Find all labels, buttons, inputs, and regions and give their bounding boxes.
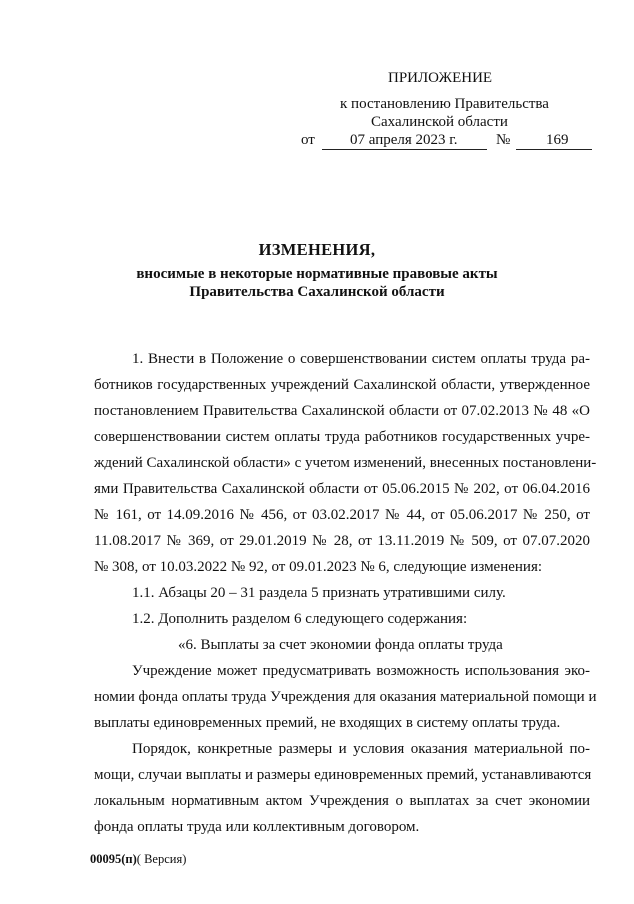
paragraph-1-line: ботников государственных учреждений Сахалинской области, утвержденное <box>94 377 590 393</box>
region-label: Сахалинской области <box>371 114 508 130</box>
section-6-title: «6. Выплаты за счет экономии фонда оплаты труда <box>178 637 503 653</box>
paragraph-2-line: номии фонда оплаты труда Учреждения для оказания материальной помощи и <box>94 689 597 705</box>
paragraph-3-line: Порядок, конкретные размеры и условия оказания материальной по- <box>132 741 590 757</box>
item-1-1: 1.1. Абзацы 20 – 31 раздела 5 признать утратившими силу. <box>132 585 506 601</box>
document-footer <box>90 852 186 867</box>
paragraph-1-line: 1. Внести в Положение о совершенствовании систем оплаты труда ра- <box>132 351 590 367</box>
paragraph-1-line: № 308, от 10.03.2022 № 92, от 09.01.2023 № 6, следующие изменения: <box>94 559 543 575</box>
paragraph-2-line: Учреждение может предусматривать возможность использования эко- <box>132 663 590 679</box>
resolution-number: 169 <box>546 132 569 148</box>
appendix-label: ПРИЛОЖЕНИЕ <box>388 70 493 86</box>
resolution-date: 07 апреля 2023 г. <box>350 132 458 148</box>
paragraph-1-line: постановлением Правительства Сахалинской области от 07.02.2013 № 48 «О <box>94 403 590 419</box>
paragraph-3-line: локальным нормативным актом Учреждения о выплатах за счет экономии <box>94 793 590 809</box>
document-subtitle-line-1: вносимые в некоторые нормативные правовые акты <box>136 266 498 282</box>
paragraph-1-line: совершенствовании систем оплаты труда работников государственных учре- <box>94 429 590 445</box>
document-code: 00095(п) <box>90 852 137 866</box>
paragraph-3-line: мощи, случаи выплаты и размеры единовременных премий, устанавливаются <box>94 767 592 783</box>
document-title: ИЗМЕНЕНИЯ, <box>258 240 376 259</box>
item-1-2: 1.2. Дополнить разделом 6 следующего содержания: <box>132 611 468 627</box>
date-underline <box>322 149 487 150</box>
paragraph-1-line: № 161, от 14.09.2016 № 456, от 03.02.2017 № 44, от 05.06.2017 № 250, от <box>94 507 590 523</box>
document-version: ( Версия) <box>136 852 187 866</box>
date-prefix: от <box>301 132 315 148</box>
paragraph-1-line: 11.08.2017 № 369, от 29.01.2019 № 28, от 13.11.2019 № 509, от 07.07.2020 <box>94 533 590 549</box>
paragraph-1-line: ями Правительства Сахалинской области от 05.06.2015 № 202, от 06.04.2016 <box>94 481 590 497</box>
resolution-label: к постановлению Правительства <box>340 96 549 112</box>
document-body <box>94 346 597 840</box>
paragraph-2-line: выплаты единовременных премий, не входящих в систему оплаты труда. <box>94 715 561 731</box>
paragraph-3-line: фонда оплаты труда или коллективным договором. <box>94 819 420 835</box>
document-subtitle-line-2: Правительства Сахалинской области <box>189 284 445 300</box>
paragraph-1-line: ждений Сахалинской области» с учетом изменений, внесенных постановлени- <box>94 455 597 471</box>
number-label: № <box>496 132 511 148</box>
number-underline <box>516 149 592 150</box>
